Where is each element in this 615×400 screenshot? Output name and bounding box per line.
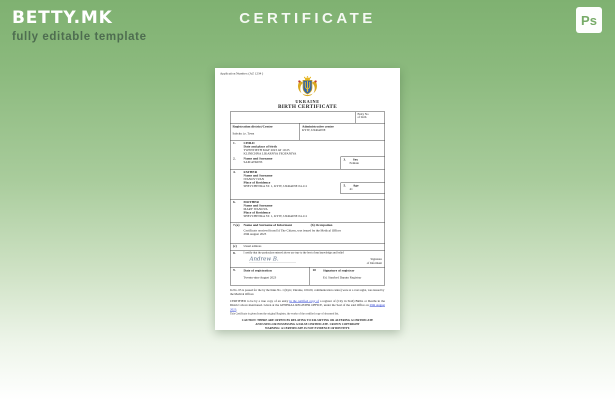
informant-received-line1: Certificate received from Ed The Citizen, was issued by the Medical Officer (243, 229, 341, 233)
entry-no-cell (356, 112, 385, 123)
entry-no-row (231, 112, 385, 123)
brand-logo: BETTY.MK (12, 8, 113, 28)
father-name-value: IVANOV IVAN (243, 177, 265, 181)
caution-line-3: WARNING: A CERTIFICATE IS NOT EVIDENCE OF IDENTITY. (265, 327, 350, 331)
registration-district-row (231, 123, 385, 140)
footnote-1: In No. 65 is passed for the by the links No. 1 (Kyiv, Ukraine, 100-00, communication centre) were at a vast regist, was issued by the Medical Officer. (230, 289, 385, 296)
registration-number: 9. (233, 268, 236, 272)
page-title: CERTIFICATE (239, 10, 376, 27)
informant-details (244, 229, 383, 236)
sex-cell (341, 157, 385, 170)
father-name-label: Name and Surname (243, 174, 273, 178)
caution-line-2: AND USING OR POSSESSING A FALSE CERTIFICATE. CROWN COPYRIGHT (255, 323, 360, 327)
certified-text-2: a register of (City in Stall) Births or Deaths in the District above mentioned. Given at the GENERAL REGISTER OFFICE, under the Seal of the said Office on (230, 299, 385, 308)
registration-date-row (231, 267, 385, 285)
certified-date-link[interactable]: 29th August 2023 (230, 303, 385, 312)
admin-centre-label: Administrative centre (302, 125, 334, 129)
father-section-number: 4. (233, 170, 236, 174)
certificate-document (215, 68, 400, 330)
document-title: BIRTH CERTIFICATE (277, 104, 338, 110)
informant-row (231, 222, 385, 243)
father-residence-label: Place of Residence (243, 181, 271, 185)
mother-residence-value: SHEVCHENKA ST. 1, KYIV, UKRAINE 04-111 (243, 214, 308, 218)
declaration-row (231, 250, 385, 267)
usual-address-row (231, 243, 385, 250)
footnote-3: This Certificate is given from the original Register, the works of the certified copy of deceased list. (230, 312, 339, 316)
informant-number: 7.(a) (233, 223, 240, 227)
child-dob-label: Date and place of birth (243, 145, 277, 149)
admin-centre-value: KYIV, UKRAINE (302, 128, 326, 132)
photoshop-badge-label: Ps (581, 12, 597, 28)
caution-line-1: CAUTION: THERE ARE OFFENCES RELATING TO FALSIFYING OR ALTERING A CERTIFICATE (241, 319, 374, 323)
caution-block (230, 319, 385, 331)
child-section-number: 1. (233, 141, 236, 145)
age-number: 5. (343, 184, 347, 188)
certified-text-3: . (236, 307, 238, 312)
application-number-label: Application Number: (220, 72, 248, 76)
certificate-footnotes (230, 289, 385, 331)
child-section-title: CHILD (243, 141, 255, 145)
informant-occupation-label: (b) Occupation (310, 223, 333, 227)
informant-name-label: Name and Surname of Informant (243, 223, 293, 227)
sex-label: Sex (352, 158, 358, 162)
district-label: Registration district/Centre (232, 125, 273, 129)
informant-received-line2: 29th August 2023 (243, 232, 267, 236)
entry-no-label-line2: of birth (357, 116, 367, 119)
usual-address-number: (c) (233, 244, 237, 248)
registrar-number: 10 (312, 268, 316, 272)
mother-section-number: 6. (233, 200, 236, 204)
entry-no-label-line1: Entry No (357, 113, 369, 116)
child-name-number: 2. (233, 157, 236, 161)
application-number-value: (AZ 1234 ) (248, 72, 264, 76)
mother-name-value: MARY IVANOVA (243, 207, 268, 211)
child-dob-value-2: KLINICHNA LIKARNYA FEOFANIYA (243, 152, 297, 156)
informant-signature: Andrew B. (250, 256, 296, 263)
registrar-signature-cell (310, 268, 385, 286)
date-of-registration-value: Twenty-nine August 2023 (243, 276, 277, 280)
ukraine-coat-of-arms-icon (215, 76, 400, 99)
signature-of-informant-label (367, 258, 382, 266)
certificate-sheet (215, 68, 400, 330)
father-section-row (231, 169, 385, 199)
mother-name-label: Name and Surname (243, 204, 273, 208)
father-section-title: FATHER (243, 170, 258, 174)
signature-label-line1: Signature (370, 258, 382, 261)
date-of-registration-label: Date of registration (243, 269, 272, 273)
sex-number: 3. (343, 158, 347, 162)
certified-statement (230, 299, 385, 312)
registrar-signature-value: Ed. Stanford Deputy Registrar (323, 276, 362, 280)
date-of-registration-cell (231, 268, 310, 286)
child-name-value: SAM ATKINS (243, 160, 263, 164)
declaration-text: I certify that the particulars entered above are true to the best of my knowledge and belief (243, 251, 344, 255)
registrar-signature-label: Signature of registrar (323, 269, 355, 273)
mother-section-row (231, 199, 385, 222)
sex-value: Female (349, 161, 359, 165)
child-dob-value-1: TWENTIETH MAY 2023 AT 10:25 (243, 148, 290, 152)
age-label: Age (352, 184, 359, 188)
certified-link-1[interactable]: in the certified copy of (289, 299, 320, 303)
mother-section-title: MOTHER (243, 200, 259, 204)
district-cell (231, 124, 300, 141)
child-name-label: Name and Surname (243, 157, 273, 161)
age-value: 41 (349, 187, 353, 191)
signature-label-line2: of Informant (366, 261, 382, 265)
age-cell (341, 183, 385, 195)
photoshop-badge (576, 7, 602, 33)
child-section-row (231, 140, 385, 169)
usual-address-label: Usual address (243, 244, 262, 248)
mother-residence-label: Place of Residence (243, 211, 271, 215)
country-heading: UKRAINE (295, 99, 320, 104)
certified-text-1: CERTIFIED to be by a true copy of an entry (230, 299, 290, 303)
brand-tagline: fully editable template (12, 31, 147, 43)
father-residence-value: SHEVCHENKA ST. 1, KYIV, UKRAINE 04-111 (243, 184, 308, 188)
admin-centre-cell (300, 124, 385, 141)
declaration-number: 8. (233, 251, 236, 255)
certificate-form (230, 112, 385, 286)
subcity-label: Subcity i.e. Town (232, 132, 255, 136)
